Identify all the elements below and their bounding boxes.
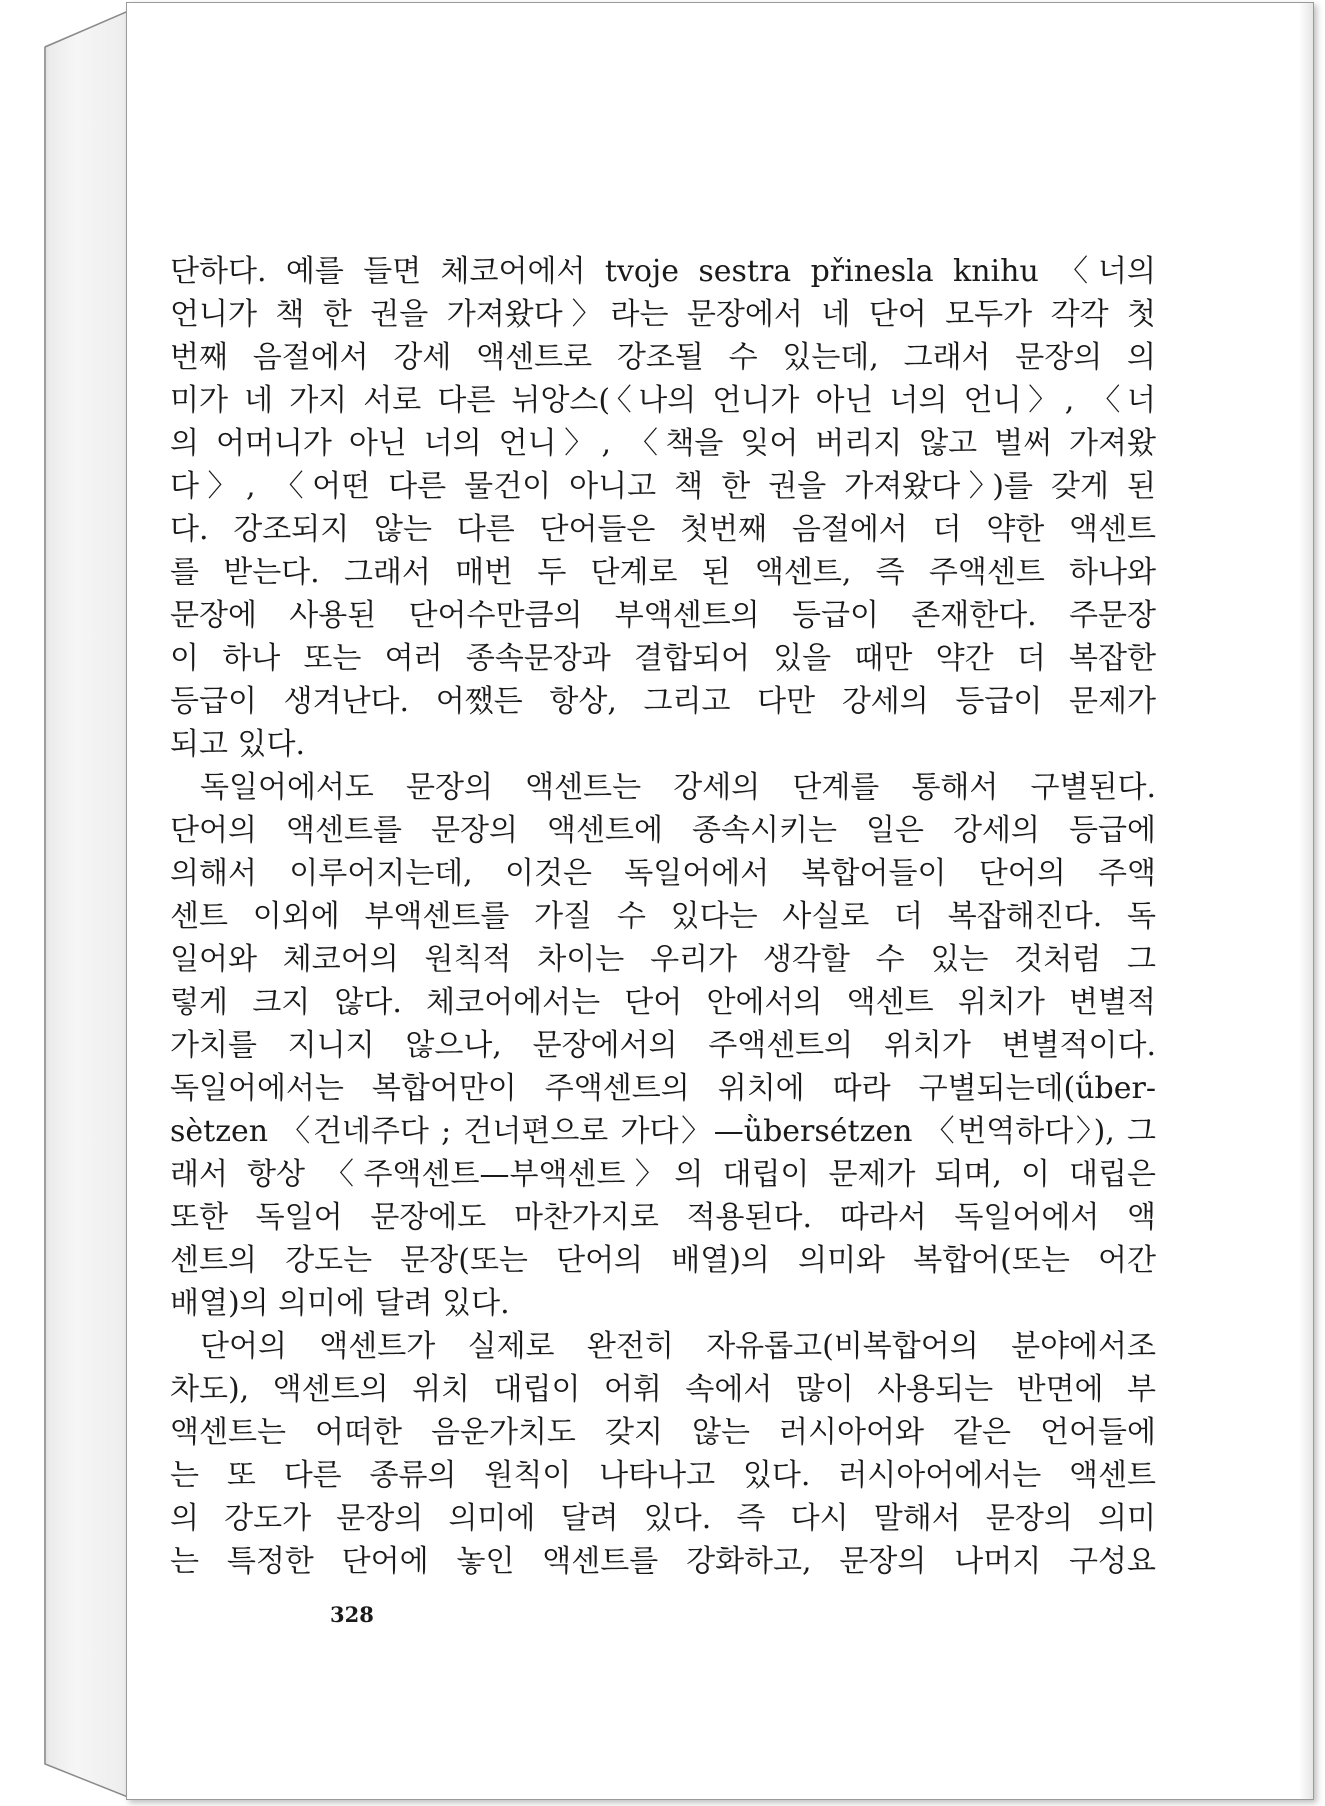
- text-line: 는 특정한 단어에 놓인 액센트를 강화하고, 문장의 나머지 구성요: [170, 1544, 1156, 1579]
- text-line: 의 강도가 문장의 의미에 달려 있다. 즉 다시 말해서 문장의 의미: [170, 1501, 1156, 1536]
- page-body-text: [170, 250, 1156, 1583]
- text-line: 문장에 사용된 단어수만큼의 부액센트의 등급이 존재한다. 주문장: [170, 598, 1156, 633]
- text-line: 센트 이외에 부액센트를 가질 수 있다는 사실로 더 복잡해진다. 독: [170, 899, 1156, 934]
- text-line: 다. 강조되지 않는 다른 단어들은 첫번째 음절에서 더 약한 액센트: [170, 512, 1156, 547]
- text-line: 되고 있다.: [170, 727, 305, 762]
- text-line: sètzen 〈건네주다 ; 건너편으로 가다〉—ǜbersétzen 〈번역하다〉), 그: [170, 1114, 1156, 1149]
- text-line: 등급이 생겨난다. 어쨌든 항상, 그리고 다만 강세의 등급이 문제가: [170, 684, 1156, 719]
- text-line: 센트의 강도는 문장(또는 단어의 배열)의 의미와 복합어(또는 어간: [170, 1243, 1156, 1278]
- text-line: 일어와 체코어의 원칙적 차이는 우리가 생각할 수 있는 것처럼 그: [170, 942, 1156, 977]
- text-line: 차도), 액센트의 위치 대립이 어휘 속에서 많이 사용되는 반면에 부: [170, 1372, 1156, 1407]
- text-line: 렇게 크지 않다. 체코어에서는 단어 안에서의 액센트 위치가 변별적: [170, 985, 1156, 1020]
- text-line: 는 또 다른 종류의 원칙이 나타나고 있다. 러시아어에서는 액센트: [170, 1458, 1156, 1493]
- text-line: 다〉, 〈어떤 다른 물건이 아니고 책 한 권을 가져왔다〉)를 갖게 된: [170, 469, 1156, 504]
- page-number: 328: [330, 1602, 374, 1627]
- text-line: 액센트는 어떠한 음운가치도 갖지 않는 러시아어와 같은 언어들에: [170, 1415, 1156, 1450]
- text-line: 번째 음절에서 강세 액센트로 강조될 수 있는데, 그래서 문장의 의: [170, 340, 1156, 375]
- text-line: 단어의 액센트가 실제로 완전히 자유롭고(비복합어의 분야에서조: [200, 1329, 1156, 1364]
- text-line: 독일어에서도 문장의 액센트는 강세의 단계를 통해서 구별된다.: [200, 770, 1156, 805]
- text-line: 이 하나 또는 여러 종속문장과 결합되어 있을 때만 약간 더 복잡한: [170, 641, 1156, 676]
- page-edge-shadow: [1299, 3, 1313, 1799]
- text-line: 가치를 지니지 않으나, 문장에서의 주액센트의 위치가 변별적이다.: [170, 1028, 1156, 1063]
- text-line: 의해서 이루어지는데, 이것은 독일어에서 복합어들이 단어의 주액: [170, 856, 1156, 891]
- text-line: 독일어에서는 복합어만이 주액센트의 위치에 따라 구별되는데(ǘber-: [170, 1071, 1156, 1106]
- text-line: 래서 항상 〈주액센트—부액센트〉의 대립이 문제가 되며, 이 대립은: [170, 1157, 1156, 1192]
- book-spine: [44, 8, 134, 1800]
- text-line: 단어의 액센트를 문장의 액센트에 종속시키는 일은 강세의 등급에: [170, 813, 1156, 848]
- text-line: 배열)의 의미에 달려 있다.: [170, 1286, 510, 1321]
- text-line: 를 받는다. 그래서 매번 두 단계로 된 액센트, 즉 주액센트 하나와: [170, 555, 1156, 590]
- text-line: 또한 독일어 문장에도 마찬가지로 적용된다. 따라서 독일어에서 액: [170, 1200, 1156, 1235]
- text-line: 언니가 책 한 권을 가져왔다〉라는 문장에서 네 단어 모두가 각각 첫: [170, 297, 1156, 332]
- text-line: 의 어머니가 아닌 너의 언니〉, 〈책을 잊어 버리지 않고 벌써 가져왔: [170, 426, 1156, 461]
- text-line: 단하다. 예를 들면 체코어에서 tvoje sestra přinesla knihu 〈너의: [170, 254, 1156, 289]
- text-line: 미가 네 가지 서로 다른 뉘앙스(〈나의 언니가 아닌 너의 언니〉, 〈너: [170, 383, 1156, 418]
